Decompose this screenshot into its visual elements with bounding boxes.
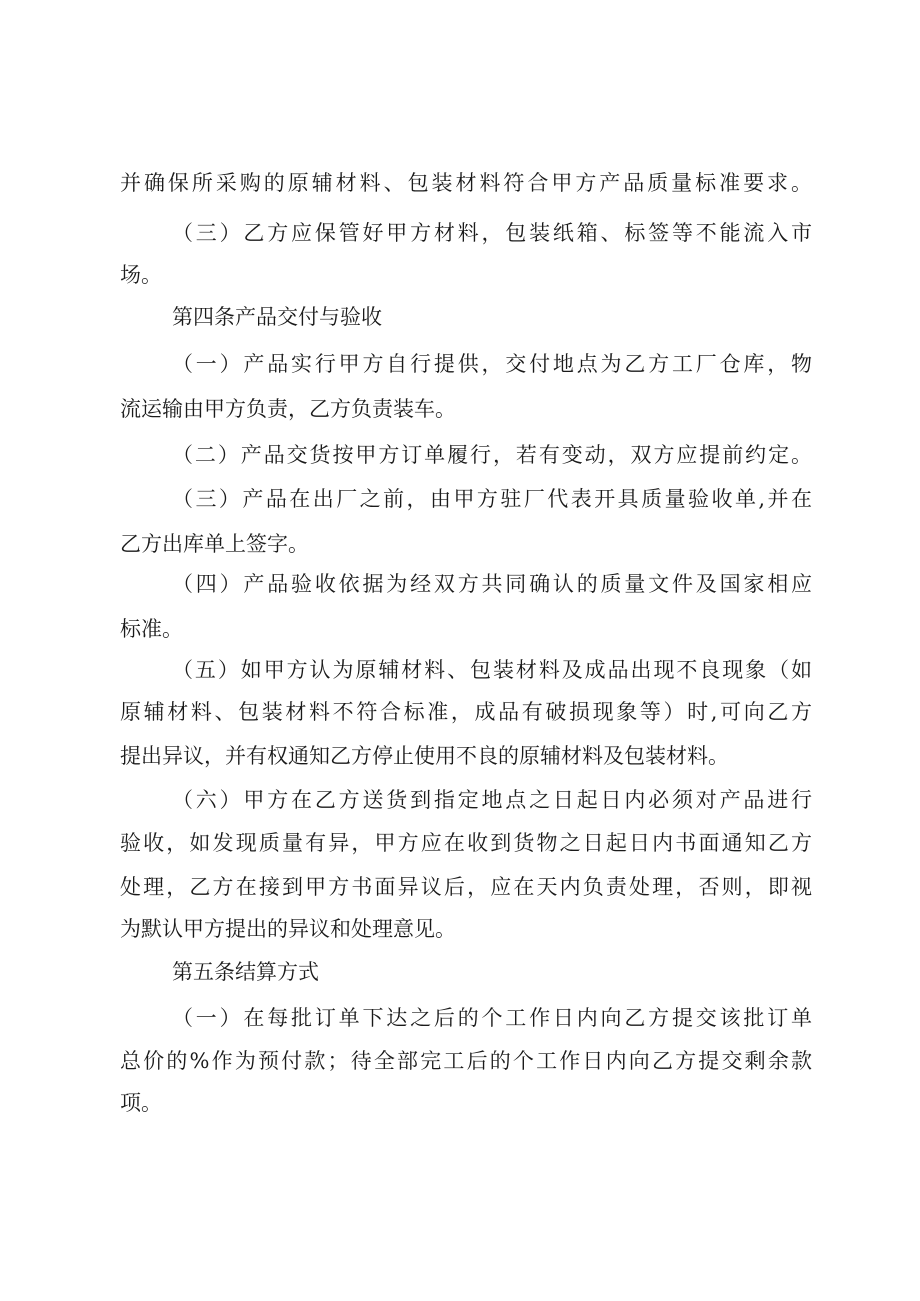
paragraph-line: 验收，如发现质量有异，甲方应在收到货物之日起日内书面通知乙方 (120, 831, 812, 855)
paragraph-line: 流运输由甲方负责，乙方负责装车。 (120, 397, 456, 421)
paragraph-line: 总价的%作为预付款；待全部完工后的个工作日内向乙方提交剩余款 (120, 1049, 812, 1073)
section-heading: 第五条结算方式 (172, 960, 319, 984)
paragraph-line: （一）在每批订单下达之后的个工作日内向乙方提交该批订单 (172, 1006, 812, 1030)
paragraph-line: 为默认甲方提出的异议和处理意见。 (120, 917, 456, 941)
paragraph-line: 并确保所采购的原辅材料、包装材料符合甲方产品质量标准要求。 (120, 171, 812, 195)
paragraph-line: （四）产品验收依据为经双方共同确认的质量文件及国家相应 (172, 572, 812, 596)
paragraph-line: 项。 (120, 1091, 162, 1115)
paragraph-line: （三）产品在出厂之前，由甲方驻厂代表开具质量验收单,并在 (172, 487, 812, 511)
paragraph-line: 乙方出库单上签字。 (120, 532, 309, 556)
paragraph-line: （六）甲方在乙方送货到指定地点之日起日内必须对产品进行 (172, 788, 812, 812)
paragraph-line: 标准。 (120, 617, 183, 641)
paragraph-line: （五）如甲方认为原辅材料、包装材料及成品出现不良现象（如 (172, 658, 812, 682)
paragraph-line: 原辅材料、包装材料不符合标准，成品有破损现象等）时,可向乙方 (120, 700, 812, 724)
section-heading: 第四条产品交付与验收 (172, 305, 382, 329)
paragraph-line: 处理，乙方在接到甲方书面异议后，应在天内负责处理，否则，即视 (120, 875, 812, 899)
paragraph-line: （三）乙方应保管好甲方材料，包装纸箱、标签等不能流入市 (172, 221, 812, 245)
paragraph-line: （二）产品交货按甲方订单履行，若有变动，双方应提前约定。 (172, 443, 812, 467)
paragraph-line: 提出异议，并有权通知乙方停止使用不良的原辅材料及包装材料。 (120, 744, 729, 768)
paragraph-line: （一）产品实行甲方自行提供，交付地点为乙方工厂仓库，物 (172, 352, 812, 376)
paragraph-line: 场。 (120, 263, 162, 287)
